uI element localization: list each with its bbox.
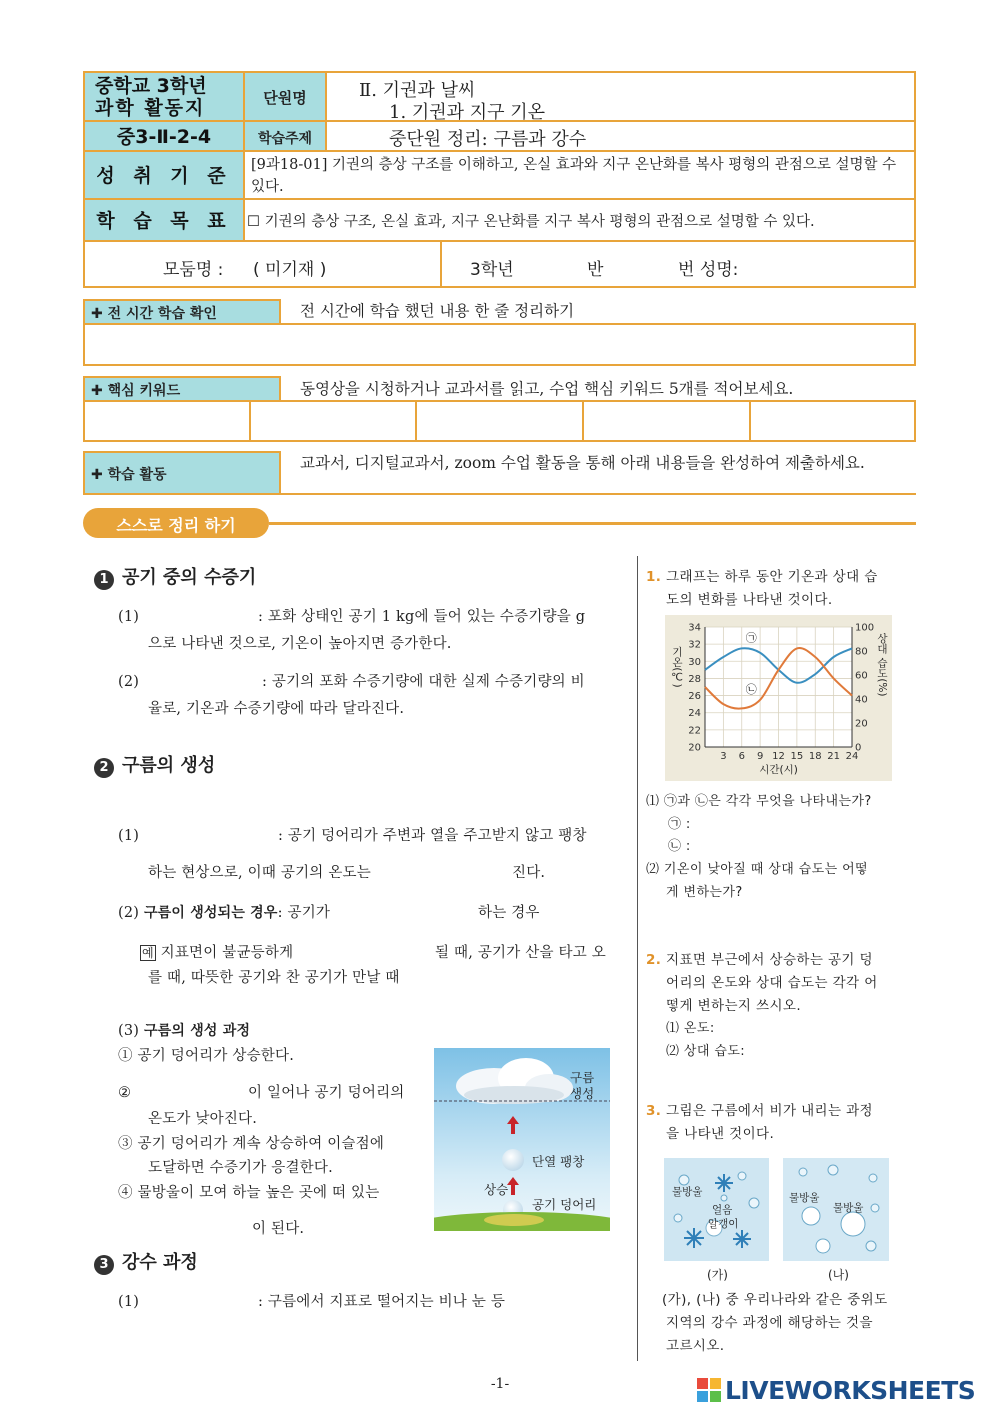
activity-divider — [281, 493, 916, 495]
review-instruction: 전 시간에 학습 했던 내용 한 줄 정리하기 — [300, 302, 575, 320]
step-2-blank[interactable] — [140, 1081, 240, 1103]
label-rise: 상승 — [484, 1182, 509, 1197]
q3-line-a — [646, 1100, 873, 1123]
label-air-parcel: 공기 덩어리 — [532, 1197, 597, 1212]
column-divider — [637, 556, 638, 1361]
y-tick-label: 28 — [688, 673, 701, 685]
fig-b-label-droplet-1: 물방울 — [789, 1192, 820, 1204]
section-3-heading — [94, 1248, 198, 1275]
y2-tick-label: 0 — [855, 742, 862, 754]
figure-b-label: (나) — [828, 1268, 849, 1282]
series-marker-b: ㉡ — [745, 683, 757, 696]
x-tick-label: 15 — [790, 751, 804, 762]
step-2-num: ② — [118, 1085, 132, 1101]
q1-sub2-a: ⑵ 기온이 낮아질 때 상대 습도는 어떻 — [646, 862, 869, 877]
s2-p1-text-b: 하는 현상으로, 이때 공기의 온도는 — [148, 865, 371, 881]
banner-pill — [83, 508, 269, 538]
s2-p2-line — [118, 901, 330, 925]
x-tick-label: 12 — [772, 751, 785, 762]
class-label: 반 — [587, 260, 604, 280]
q1-answer-a[interactable] — [700, 813, 880, 833]
precipitation-figure-a — [664, 1158, 769, 1261]
unit-title-cell — [325, 71, 916, 122]
keyword-box-3[interactable] — [415, 400, 584, 442]
group-label: 모둠명 : — [163, 260, 224, 280]
activity-title: ✚ 학습 활동 — [91, 467, 167, 483]
code-cell — [83, 120, 245, 152]
fig-a-label-ice: 얼음 — [712, 1204, 733, 1216]
topic-label: 학습주제 — [257, 131, 313, 147]
s3-p1-text-a: : 구름에서 지표로 떨어지는 비나 눈 등 — [258, 1294, 506, 1310]
unit-label: 단원명 — [263, 89, 307, 107]
s2-example-blank[interactable] — [308, 941, 430, 963]
s1-p1-text-a: : 포화 상태인 공기 1 kg에 들어 있는 수증기량을 g — [258, 609, 586, 625]
label-cloud-formation: 구름 생성 — [570, 1070, 595, 1101]
review-answer-box[interactable] — [83, 323, 916, 366]
q2-line-a — [646, 949, 873, 972]
topic-label-cell — [243, 120, 327, 152]
s1-p2-text-b: 율로, 기온과 수증기량에 따라 달라진다. — [148, 701, 405, 717]
step-4-blank[interactable] — [148, 1217, 248, 1239]
y2-tick-label: 80 — [855, 646, 868, 658]
keyword-title: ✚ 핵심 키워드 — [91, 383, 181, 399]
section-2-badge: 2 — [94, 758, 114, 778]
q2-sub2: ⑵ 상대 습도: — [666, 1044, 746, 1059]
q2-text-b: 어리의 온도와 상대 습도는 각각 어 — [666, 975, 878, 991]
y-axis-label-left: 기온(℃) — [671, 646, 683, 688]
goal-label: 학 습 목 표 — [96, 210, 232, 232]
section-1-title: 공기 중의 수증기 — [122, 567, 257, 588]
s2-p1-blank[interactable] — [160, 824, 275, 846]
s3-p1-blank[interactable] — [160, 1290, 255, 1312]
goal-label-cell — [83, 198, 245, 242]
step-4-text-b: 이 된다. — [252, 1221, 305, 1237]
y-tick-label: 20 — [688, 742, 701, 754]
s2-p1-blank-2[interactable] — [395, 861, 505, 883]
q3-text-e: 고르시오. — [666, 1338, 725, 1354]
s2-p2-text-b: 하는 경우 — [478, 905, 540, 921]
s1-p2-num: (2) — [118, 674, 140, 690]
s2-p2-num: (2) — [118, 905, 140, 921]
goal-text: ☐ 기권의 층상 구조, 온실 효과, 지구 온난화를 지구 복사 평형의 관점으로 설명할 수 있다. — [247, 214, 815, 230]
x-tick-label: 3 — [720, 751, 727, 762]
s2-example-b: 될 때, 공기가 산을 타고 오 — [435, 945, 606, 961]
series-marker-a: ㉠ — [745, 631, 757, 645]
review-title: ✚ 전 시간 학습 확인 — [91, 306, 217, 322]
school-label: 중학교 3학년 — [95, 75, 207, 97]
subject-label: 과학 활동지 — [95, 97, 206, 119]
s2-p2-bold: 구름이 생성되는 경우 — [143, 905, 278, 921]
grade-label: 3학년 — [470, 260, 514, 280]
fig-a-label-crystal: 알갱이 — [708, 1218, 739, 1230]
group-cell — [83, 240, 442, 288]
liveworksheets-logo-icon — [697, 1378, 723, 1404]
unit-label-cell — [243, 71, 327, 122]
goal-cell — [243, 198, 916, 242]
s2-p2-blank[interactable] — [352, 901, 472, 923]
q3-text-d: 지역의 강수 과정에 해당하는 것을 — [666, 1315, 873, 1331]
y2-tick-label: 60 — [855, 670, 868, 682]
s1-p2-text-a: : 공기의 포화 수증기량에 대한 실제 수증기량의 비 — [262, 674, 585, 690]
step-3-text-a: ③ 공기 덩어리가 계속 상승하여 이슬점에 — [118, 1136, 385, 1152]
step-1: ① 공기 덩어리가 상승한다. — [118, 1048, 295, 1064]
y-tick-label: 34 — [688, 622, 701, 634]
q1-line-a — [646, 566, 878, 589]
section-3-badge: 3 — [94, 1255, 114, 1275]
q2-sub1: ⑴ 온도: — [666, 1021, 715, 1036]
keyword-box-4[interactable] — [582, 400, 751, 442]
keyword-instruction: 동영상을 시청하거나 교과서를 읽고, 수업 핵심 키워드 5개를 적어보세요. — [300, 380, 794, 398]
q3-text-a: 그림은 구름에서 비가 내리는 과정 — [666, 1103, 873, 1119]
logo-icon-svg — [697, 1378, 723, 1404]
q3-text-c: (가), (나) 중 우리나라와 같은 중위도 — [662, 1292, 888, 1308]
y-tick-label: 24 — [688, 708, 701, 720]
chart-svg — [665, 615, 892, 781]
x-tick-label: 9 — [756, 751, 764, 762]
y-tick-label: 32 — [688, 639, 701, 651]
q2-number: 2. — [646, 952, 662, 968]
q1-number: 1. — [646, 569, 662, 585]
q1-sub1-b: ㉡ : — [668, 839, 691, 854]
step-4-text-a: ④ 물방울이 모여 하늘 높은 곳에 떠 있는 — [118, 1185, 380, 1201]
y-axis-label-right: 상대 습도(%) — [876, 633, 888, 697]
step-3-text-b: 도달하면 수증기가 응결한다. — [148, 1160, 333, 1176]
q3-text-b: 을 나타낸 것이다. — [666, 1126, 775, 1142]
keyword-title-cell — [83, 376, 281, 402]
q3-number: 3. — [646, 1103, 662, 1119]
label-adiabatic-expansion: 단열 팽창 — [532, 1154, 585, 1169]
s2-example-line — [140, 941, 293, 965]
q2-answer-temp[interactable] — [725, 1017, 895, 1037]
s2-p3-num: (3) — [118, 1023, 140, 1039]
lesson-code: 중3-Ⅱ-2-4 — [116, 126, 212, 148]
q1-text-a: 그래프는 하루 동안 기온과 상대 습 — [666, 569, 878, 585]
fig-a-label-droplet: 물방울 — [672, 1186, 703, 1198]
section-2-title: 구름의 생성 — [122, 755, 216, 776]
page-number: -1- — [490, 1376, 510, 1392]
s1-p1-num: (1) — [118, 609, 140, 625]
activity-title-cell — [83, 451, 281, 495]
student-cell — [440, 240, 916, 288]
cloud-formation-figure — [434, 1048, 610, 1231]
activity-instruction: 교과서, 디지털교과서, zoom 수업 활동을 통해 아래 내용들을 완성하여 제출하세요. — [300, 454, 865, 472]
q1-sub2-b: 게 변하는가? — [666, 885, 743, 900]
s2-p1-num: (1) — [118, 828, 140, 844]
step-2-text-c: 온도가 낮아진다. — [148, 1111, 258, 1127]
review-title-cell — [83, 299, 281, 325]
q1-answer-b[interactable] — [700, 835, 880, 855]
topic-title: 중단원 정리: 구름과 강수 — [389, 129, 587, 150]
s2-example-c: 를 때, 따뜻한 공기와 찬 공기가 만날 때 — [148, 970, 400, 986]
s2-p1-text-a: : 공기 덩어리가 주변과 열을 주고받지 않고 팽창 — [278, 828, 587, 844]
x-axis-label: 시간(시) — [759, 764, 798, 776]
s3-p1-num: (1) — [118, 1294, 140, 1310]
y2-tick-label: 40 — [855, 694, 868, 706]
s1-p2-blank[interactable] — [160, 670, 260, 692]
x-tick-label: 21 — [827, 751, 840, 762]
example-tag: 예 — [142, 946, 154, 960]
section-1-heading — [94, 563, 256, 590]
step-2-text-b: 이 일어나 공기 덩어리의 — [248, 1085, 405, 1101]
keyword-box-2[interactable] — [249, 400, 417, 442]
q2-text-a: 지표면 부근에서 상승하는 공기 덩 — [666, 952, 873, 968]
achievement-cell — [243, 150, 916, 200]
group-value[interactable]: ( 미기재 ) — [253, 260, 327, 280]
achievement-label: 성 취 기 준 — [96, 165, 232, 187]
s2-p1-text-c: 진다. — [512, 865, 546, 881]
x-tick-label: 24 — [845, 751, 859, 762]
s2-p3-line — [118, 1019, 250, 1043]
y-tick-label: 22 — [688, 725, 701, 737]
section-2-heading — [94, 751, 215, 778]
unit-subtitle: 1. 기권과 지구 기온 — [389, 102, 546, 123]
banner-line — [269, 522, 916, 525]
y2-tick-label: 100 — [855, 622, 875, 634]
keyword-box-5[interactable] — [749, 400, 916, 442]
y-tick-label: 30 — [688, 656, 701, 668]
achievement-text: [9과18-01] 기권의 층상 구조를 이해하고, 온실 효과와 지구 온난화를 복사 평형의 관점으로 설명할 수 있다. — [251, 157, 897, 195]
school-cell — [83, 71, 245, 122]
y2-tick-label: 20 — [855, 718, 868, 730]
section-1-badge: 1 — [94, 570, 114, 590]
topic-cell — [325, 120, 916, 152]
q1-sub1-a: ㉠ : — [668, 817, 691, 832]
q2-text-c: 떻게 변하는지 쓰시오. — [666, 998, 802, 1014]
banner-title: 스스로 정리 하기 — [116, 516, 236, 535]
section-3-title: 강수 과정 — [122, 1252, 198, 1273]
unit-title: Ⅱ. 기권과 날씨 — [359, 80, 476, 101]
s1-p1-blank[interactable] — [160, 605, 255, 627]
s2-p3-bold: 구름의 생성 과정 — [143, 1023, 251, 1039]
precipitation-figure-b — [783, 1158, 889, 1261]
chart-grid — [705, 627, 852, 747]
keyword-box-1[interactable] — [83, 400, 251, 442]
achievement-label-cell — [83, 150, 245, 200]
fig-b-label-droplet-2: 물방울 — [833, 1202, 864, 1214]
liveworksheets-brand: LIVEWORKSHEETS — [725, 1376, 976, 1405]
x-tick-label: 18 — [808, 751, 822, 762]
temperature-humidity-chart — [665, 615, 892, 781]
x-tick-label: 6 — [738, 751, 745, 762]
q2-answer-humidity[interactable] — [760, 1040, 900, 1060]
figure-a-label: (가) — [707, 1268, 728, 1282]
q1-text-b: 도의 변화를 나타낸 것이다. — [666, 592, 833, 608]
s2-p2-text-a: : 공기가 — [277, 905, 331, 921]
s1-p1-text-b: 으로 나타낸 것으로, 기온이 높아지면 증가한다. — [148, 636, 452, 652]
q1-sub1: ⑴ ㉠과 ㉡은 각각 무엇을 나타내는가? — [646, 794, 872, 809]
s2-example-a: 지표면이 불균등하게 — [160, 945, 294, 961]
y-tick-label: 26 — [688, 691, 701, 703]
number-name-label: 번 성명: — [678, 260, 739, 280]
